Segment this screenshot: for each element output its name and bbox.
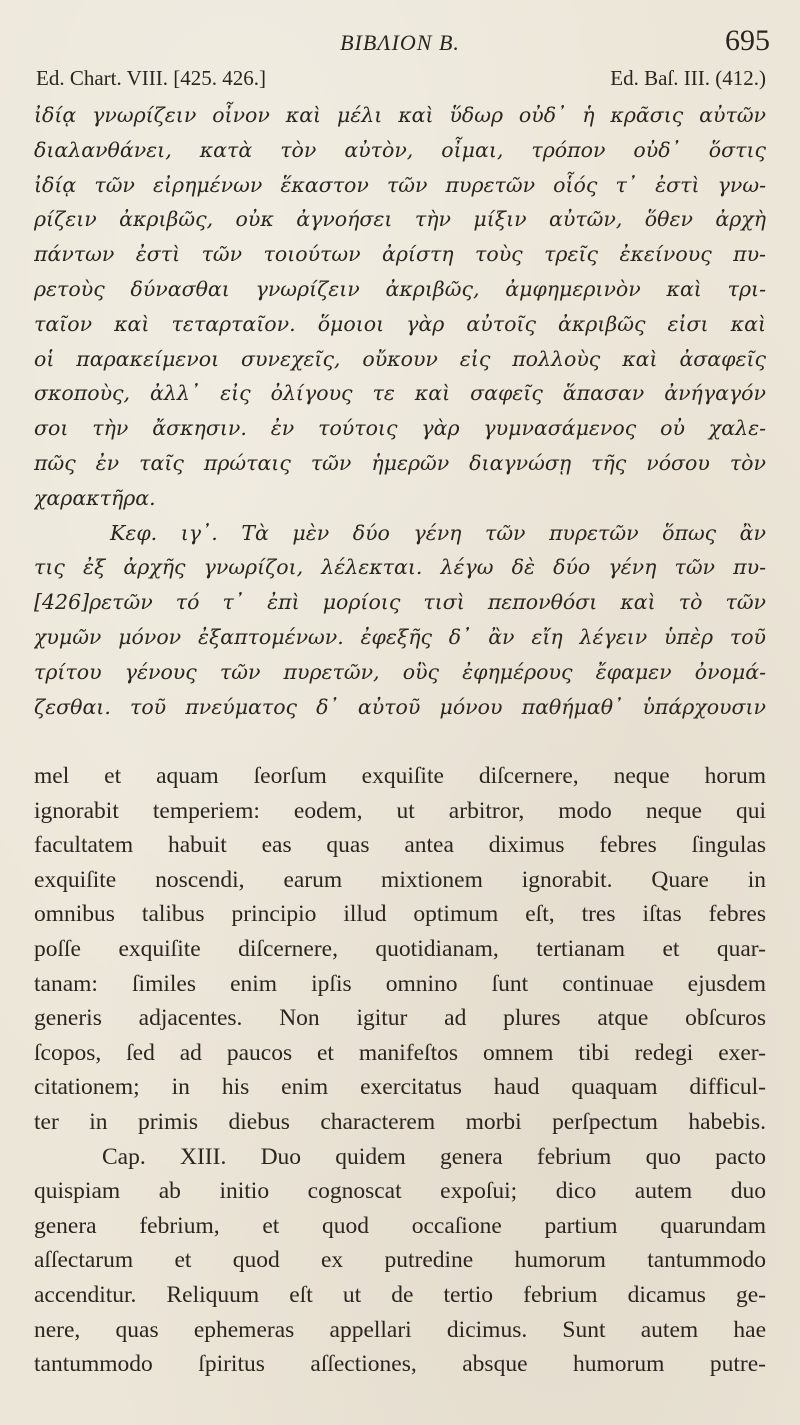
greek-line: ἰδίᾳ γνωρίζειν οἶνον καὶ μέλι καὶ ὕδωρ οὐδ᾽ ἡ κρᾶσις αὐτῶν — [34, 103, 766, 127]
latin-line: citationem; in his enim exercitatus haud quaquam difficul- — [34, 1074, 766, 1101]
latin-chapter-heading-line: Cap. XIII. Duo quidem genera febrium quo pacto — [102, 1143, 766, 1170]
running-title: ΒΙΒΛΙΟΝ Β. — [340, 30, 460, 55]
greek-line: ἰδίᾳ τῶν εἰρημένων ἕκαστον τῶν πυρετῶν οἷός τ᾽ ἐστὶ γνω- — [34, 172, 766, 197]
latin-line: exquiſite noscendi, earum mixtionem ignorabit. Quare in — [34, 866, 766, 893]
greek-line: πῶς ἐν ταῖς πρώταις τῶν ἡμερῶν διαγνώσῃ τῆς νόσου τὸν — [34, 450, 766, 475]
latin-line: ſcopos, ſed ad paucos et manifeſtos omnem tibi redegi exer- — [34, 1039, 766, 1066]
latin-line: omnibus talibus principio illud optimum eſt, tres iſtas febres — [34, 901, 766, 928]
latin-line: accenditur. Reliquum eſt ut de tertio febrium dicamus ge- — [34, 1281, 766, 1308]
edition-reference-right: Ed. Baſ. III. (412.) — [610, 66, 766, 90]
latin-line: poſſe exquiſite diſcernere, quotidianam, tertianam et quar- — [34, 935, 766, 962]
greek-text-block — [34, 98, 766, 724]
greek-line: [426]ρετῶν τό τ᾽ ἐπὶ μορίοις τισὶ πεπονθόσι καὶ τὸ τῶν — [34, 590, 766, 615]
latin-line: tanam: ſimiles enim ipſis omnino ſunt continuae ejusdem — [34, 970, 766, 997]
latin-line: genera febrium, et quod occaſione partium quarundam — [34, 1212, 766, 1239]
latin-line: quispiam ab initio cognoscat expoſui; dico autem duo — [34, 1178, 766, 1205]
greek-line: ταῖον καὶ τεταρταῖον. ὅμοιοι γὰρ αὐτοῖς ἀκριβῶς εἰσι καὶ — [34, 311, 766, 336]
greek-line: τρίτου γένους τῶν πυρετῶν, οὓς ἐφημέρους ἔφαμεν ὀνομά- — [34, 659, 766, 684]
latin-line: aſſectarum et quod ex putredine humorum tantummodo — [34, 1247, 766, 1274]
edition-reference-left: Ed. Chart. VIII. [425. 426.] — [36, 66, 266, 90]
latin-line: mel et aquam ſeorſum exquiſite diſcernere, neque horum — [34, 763, 766, 789]
greek-line: τις ἐξ ἀρχῆς γνωρίζοι, λέλεκται. λέγω δὲ δύο γένη τῶν πυ- — [34, 555, 766, 580]
greek-line: οἱ παρακείμενοι συνεχεῖς, οὔκουν εἰς πολλοὺς καὶ ἀσαφεῖς — [34, 346, 766, 371]
latin-line: ignorabit temperiem: eodem, ut arbitror, modo neque qui — [34, 797, 766, 824]
page-number: 695 — [725, 24, 770, 57]
latin-line: nere, quas ephemeras appellari dicimus. Sunt autem hae — [34, 1316, 766, 1343]
greek-line: ρίζειν ἀκριβῶς, οὐκ ἀγνοήσει τὴν μίξιν αὐτῶν, ὅθεν ἀρχὴ — [34, 207, 766, 232]
latin-line: ter in primis diebus characterem morbi perſpectum habebis. — [34, 1108, 766, 1135]
greek-line: ζεσθαι. τοῦ πνεύματος δ᾽ αὐτοῦ μόνου παθήμαθ᾽ ὑπάρχουσιν — [34, 694, 766, 719]
greek-line: χυμῶν μόνον ἐξαπτομένων. ἐφεξῆς δ᾽ ἂν εἴη λέγειν ὑπὲρ τοῦ — [34, 624, 766, 649]
greek-line: σοι τὴν ἄσκησιν. ἐν τούτοις γὰρ γυμνασάμενος οὐ χαλε- — [34, 416, 766, 441]
greek-line: χαρακτῆρα. — [34, 485, 156, 510]
latin-line: tantummodo ſpiritus aſſectiones, absque humorum putre- — [34, 1351, 766, 1378]
greek-chapter-heading-line: Κεφ. ιγ᾽. Τὰ μὲν δύο γένη τῶν πυρετῶν ὅπως ἂν — [110, 520, 766, 545]
greek-line: πάντων ἐστὶ τῶν τοιούτων ἀρίστη τοὺς τρεῖς ἐκείνους πυ- — [34, 242, 766, 267]
latin-text-block — [34, 759, 766, 1382]
latin-line: facultatem habuit eas quas antea diximus febres ſingulas — [34, 832, 766, 859]
greek-line: σκοποὺς, ἀλλ᾽ εἰς ὀλίγους τε καὶ σαφεῖς ἅπασαν ἀνήγαγόν — [34, 381, 766, 406]
greek-line: διαλανθάνει, κατὰ τὸν αὐτὸν, οἶμαι, τρόπον οὐδ᾽ ὅστις — [34, 137, 766, 162]
latin-line: generis adjacentes. Non igitur ad plures atque obſcuros — [34, 1005, 766, 1032]
greek-line: ρετοὺς δύνασθαι γνωρίζειν ἀκριβῶς, ἀμφημερινὸν καὶ τρι- — [34, 276, 766, 301]
